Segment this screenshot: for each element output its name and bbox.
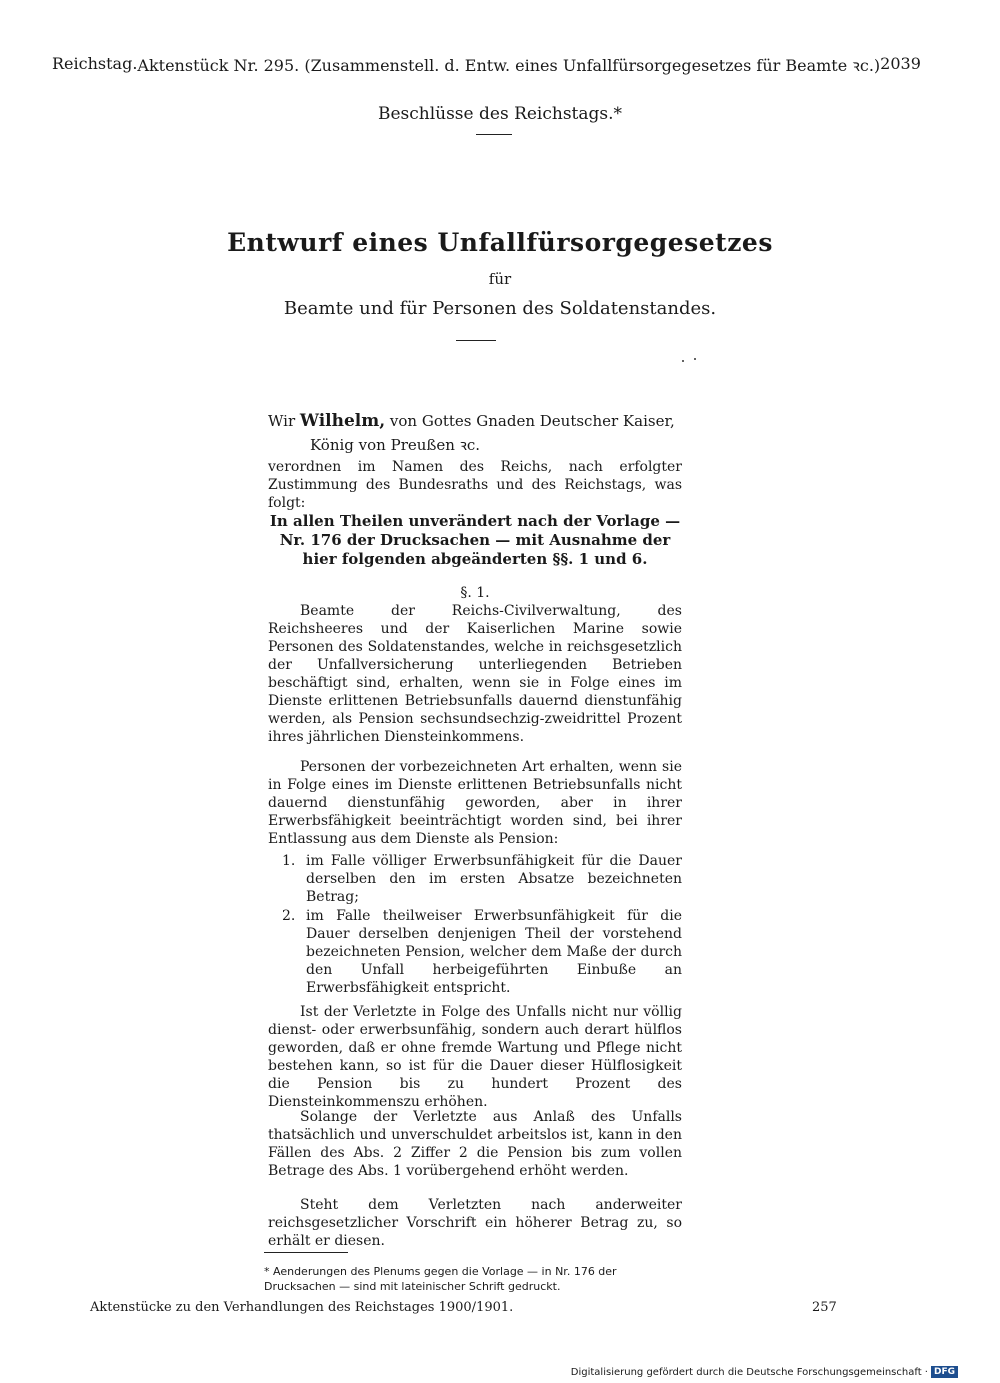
- divider: [456, 340, 496, 341]
- running-header: [52, 54, 921, 76]
- print-speck: [694, 358, 696, 360]
- list-item-number: 1.: [282, 853, 296, 869]
- footer-source: Aktenstücke zu den Verhandlungen des Reichstages 1900/1901.: [90, 1300, 514, 1315]
- document-title: Entwurf eines Unfallfürsorgegesetzes: [227, 228, 773, 257]
- footnote-rule: [264, 1252, 348, 1253]
- header-center: Aktenstück Nr. 295. (Zusammenstell. d. Entw. eines Unfallfürsorgegesetzes für Beamte ꝛc.): [137, 56, 881, 75]
- resolutions-heading: Beschlüsse des Reichstags.*: [377, 104, 623, 124]
- print-speck: [682, 360, 684, 362]
- preamble-line-2: König von Preußen ꝛc.: [310, 436, 481, 454]
- divider: [476, 134, 512, 135]
- paragraph: Steht dem Verletzten nach anderweiter reichsgesetzlicher Vorschrift ein höherer Betrag zu, so erhält er diesen.: [268, 1197, 682, 1249]
- preamble-line-3: verordnen im Namen des Reichs, nach erfolgter Zustimmung des Bundesraths und des Reichstags, was folgt:: [268, 459, 682, 511]
- list-item-text: im Falle theilweiser Erwerbsunfähigkeit für die Dauer derselben denjenigen Theil der vorstehend bezeichneten Pension, welcher dem Maße der durch den Unfall herbeigeführten Einbuße an Erwerbsfähigkeit entspricht.: [306, 908, 682, 996]
- paragraph: Personen der vorbezeichneten Art erhalten, wenn sie in Folge eines im Dienste erlittenen Betriebsunfalls nicht dauernd dienstunfähig geworden, aber in ihrer Erwerbsfähigkeit beeinträchtigt worden sind, bei ihrer Entlassung aus dem Dienste als Pension:: [268, 759, 682, 847]
- paragraph: Solange der Verletzte aus Anlaß des Unfalls thatsächlich und unverschuldet arbeitslos ist, kann in den Fällen des Abs. 2 Ziffer 2 die Pension bis zum vollen Betrage des Abs. 1 vorübergehend erhöht werden.: [268, 1109, 682, 1179]
- list-item: [282, 907, 682, 997]
- preamble-wir: Wir: [268, 412, 296, 430]
- title-connector: für: [488, 270, 512, 288]
- footer-page-number: 257: [812, 1300, 837, 1315]
- preamble-line-1: [268, 412, 682, 430]
- document-subtitle: Beamte und für Personen des Soldatenstandes.: [283, 298, 717, 319]
- header-left: Reichstag.: [52, 54, 138, 73]
- paragraph: Ist der Verletzte in Folge des Unfalls nicht nur völlig dienst- oder erwerbsunfähig, sondern auch derart hülflos geworden, daß er ohne fremde Wartung und Pflege nicht bestehen kann, so ist für die Dauer dieser Hülflosigkeit die Pension bis zu hundert Prozent des Diensteinkommenszu erhöhen.: [268, 1004, 682, 1110]
- digitization-credit: [571, 1366, 958, 1378]
- list-item-text: im Falle völliger Erwerbsunfähigkeit für die Dauer derselben den im ersten Absatze bezeichneten Betrag;: [306, 853, 682, 905]
- list-item-number: 2.: [282, 908, 296, 924]
- header-page-number: 2039: [880, 54, 921, 73]
- dfg-logo-icon: DFG: [931, 1366, 958, 1378]
- section-heading: §. 1.: [460, 585, 490, 601]
- footnote: * Aenderungen des Plenums gegen die Vorlage — in Nr. 176 der Drucksachen — sind mit lateinischer Schrift gedruckt.: [264, 1265, 617, 1293]
- preamble-name: Wilhelm,: [299, 411, 386, 431]
- preamble-title: von Gottes Gnaden Deutscher Kaiser,: [385, 412, 675, 430]
- credit-text: Digitalisierung gefördert durch die Deutsche Forschungsgemeinschaft ·: [570, 1366, 928, 1378]
- amendment-note: In allen Theilen unverändert nach der Vorlage — Nr. 176 der Drucksachen — mit Ausnahme der hier folgenden abgeänderten §§. 1 und 6.: [269, 512, 681, 568]
- list-item: [282, 852, 682, 906]
- paragraph: Beamte der Reichs-Civilverwaltung, des Reichsheeres und der Kaiserlichen Marine sowie Personen des Soldatenstandes, welche in reichsgesetzlich der Unfallversicherung unterliegenden Betrieben beschäftigt sind, erhalten, wenn sie in Folge eines im Dienste erlittenen Betriebsunfalls dauernd dienstunfähig werden, als Pension sechsundsechzig-zweidrittel Prozent ihres jährlichen Diensteinkommens.: [268, 603, 682, 745]
